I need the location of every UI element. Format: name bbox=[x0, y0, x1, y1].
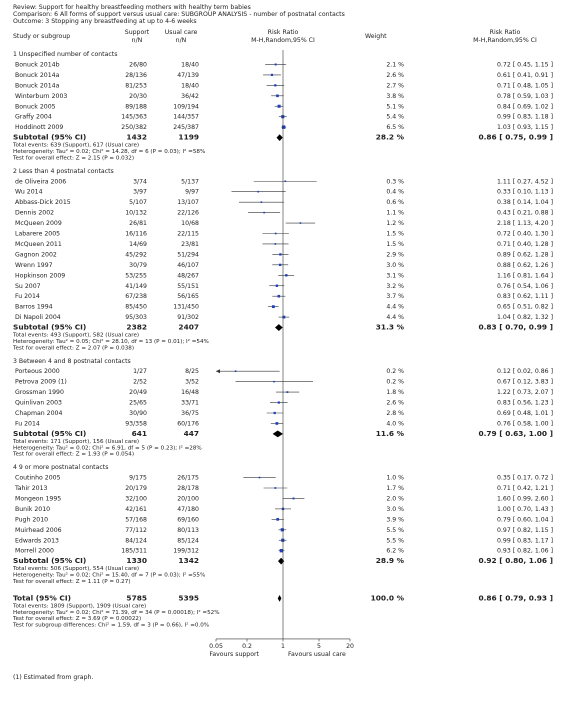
study-effect-square bbox=[257, 191, 259, 193]
study-risk-ratio-ci: 0.93 [ 0.82, 1.06 ] bbox=[497, 547, 553, 555]
study-weight: 0.3 % bbox=[386, 178, 404, 186]
study-name: Fu 2014 bbox=[15, 293, 40, 301]
study-usual-nN: 13/107 bbox=[177, 199, 199, 207]
subgroup-stat-note: Test for overall effect: Z = 2.07 (P = 0.038) bbox=[13, 345, 135, 352]
study-effect-square bbox=[274, 84, 276, 86]
subgroup-stat-note: Heterogeneity: Tau² = 0.02; Chi² = 14.28, df = 6 (P = 0.03); I² =58% bbox=[13, 149, 206, 155]
study-support-nN: 26/81 bbox=[129, 220, 147, 228]
study-risk-ratio-ci: 0.72 [ 0.40, 1.30 ] bbox=[497, 230, 553, 238]
subtotal-risk-ratio-ci: 0.92 [ 0.80, 1.06 ] bbox=[478, 556, 553, 566]
study-effect-square bbox=[235, 370, 237, 372]
subtotal-diamond bbox=[277, 134, 283, 141]
subtotal-weight: 28.9 % bbox=[375, 556, 404, 566]
study-weight: 3.0 % bbox=[386, 261, 404, 269]
study-weight: 3.8 % bbox=[386, 92, 404, 100]
study-risk-ratio-ci: 0.35 [ 0.17, 0.72 ] bbox=[497, 474, 553, 482]
study-effect-square bbox=[275, 63, 277, 65]
study-weight: 5.1 % bbox=[386, 103, 404, 111]
total-usual-n: 5395 bbox=[178, 593, 199, 603]
subtotal-support-n: 1432 bbox=[126, 132, 147, 142]
study-risk-ratio-ci: 0.84 [ 0.69, 1.02 ] bbox=[497, 103, 553, 111]
study-usual-nN: 69/160 bbox=[177, 516, 199, 524]
study-usual-nN: 28/178 bbox=[177, 485, 199, 492]
x-axis-tick-label: 5 bbox=[317, 642, 321, 650]
subtotal-support-n: 1330 bbox=[126, 556, 147, 566]
study-support-nN: 9/175 bbox=[129, 474, 147, 482]
study-usual-nN: 22/115 bbox=[177, 230, 199, 238]
study-name: Grossman 1990 bbox=[15, 389, 64, 397]
study-weight: 5.4 % bbox=[386, 113, 404, 121]
study-risk-ratio-ci: 0.88 [ 0.62, 1.26 ] bbox=[497, 261, 553, 269]
study-name: Quinlivan 2003 bbox=[15, 399, 62, 407]
study-weight: 5.5 % bbox=[386, 526, 404, 534]
study-risk-ratio-ci: 0.38 [ 0.14, 1.04 ] bbox=[497, 199, 553, 207]
column-header-support-nN: n/N bbox=[131, 37, 143, 44]
study-usual-nN: 26/175 bbox=[177, 474, 199, 482]
study-usual-nN: 33/71 bbox=[181, 399, 199, 407]
study-risk-ratio-ci: 0.71 [ 0.40, 1.28 ] bbox=[497, 240, 553, 248]
total-stat-note: Test for subgroup differences: Chi² = 1.59, df = 3 (P = 0.66), I² =0.0% bbox=[13, 622, 210, 629]
study-effect-square bbox=[272, 305, 275, 308]
column-header-support: Support bbox=[124, 29, 150, 36]
subtotal-weight: 28.2 % bbox=[375, 132, 404, 142]
study-support-nN: 95/303 bbox=[125, 314, 147, 322]
study-effect-square bbox=[293, 497, 295, 499]
study-name: Pugh 2010 bbox=[15, 516, 49, 524]
study-risk-ratio-ci: 0.72 [ 0.45, 1.15 ] bbox=[497, 61, 553, 69]
total-risk-ratio-ci: 0.86 [ 0.79, 0.93 ] bbox=[478, 593, 553, 603]
study-support-nN: 16/116 bbox=[125, 230, 147, 238]
study-support-nN: 41/149 bbox=[125, 282, 147, 290]
study-support-nN: 30/90 bbox=[129, 410, 147, 417]
study-risk-ratio-ci: 1.04 [ 0.82, 1.32 ] bbox=[497, 314, 553, 322]
study-weight: 3.9 % bbox=[386, 516, 404, 524]
x-axis-tick-label: 0.05 bbox=[209, 642, 223, 650]
study-support-nN: 85/450 bbox=[125, 303, 147, 311]
study-name: Hopkinson 2009 bbox=[15, 272, 66, 280]
study-weight: 2.1 % bbox=[386, 61, 404, 69]
study-effect-square bbox=[287, 391, 289, 393]
subgroup-stat-note: Test for overall effect: Z = 1.11 (P = 0.27) bbox=[13, 578, 131, 585]
study-weight: 4.0 % bbox=[386, 420, 404, 428]
comparison-title: Comparison: 6 All forms of support versus usual care: SUBGROUP ANALYSIS - number of postnatal contacts bbox=[13, 11, 345, 18]
subtotal-usual-n: 2407 bbox=[178, 322, 199, 332]
study-risk-ratio-ci: 0.99 [ 0.83, 1.18 ] bbox=[497, 113, 553, 121]
study-weight: 1.5 % bbox=[386, 230, 404, 238]
subtotal-usual-n: 1342 bbox=[178, 556, 199, 566]
study-risk-ratio-ci: 0.67 [ 0.12, 3.83 ] bbox=[497, 378, 553, 386]
study-support-nN: 89/188 bbox=[125, 103, 147, 111]
study-usual-nN: 47/139 bbox=[177, 71, 199, 79]
subtotal-usual-n: 1199 bbox=[178, 132, 199, 142]
study-risk-ratio-ci: 1.03 [ 0.93, 1.15 ] bbox=[497, 124, 553, 132]
study-name: Hoddinott 2009 bbox=[15, 124, 64, 132]
study-weight: 4.4 % bbox=[386, 314, 404, 322]
study-name: Abbass-Dick 2015 bbox=[15, 199, 71, 207]
study-usual-nN: 18/40 bbox=[181, 61, 199, 69]
total-label: Total (95% CI) bbox=[13, 593, 71, 603]
study-risk-ratio-ci: 0.71 [ 0.48, 1.05 ] bbox=[497, 82, 553, 90]
study-name: Petrova 2009 (1) bbox=[15, 378, 67, 386]
study-risk-ratio-ci: 0.83 [ 0.62, 1.11 ] bbox=[497, 293, 553, 301]
study-name: de Oliveira 2006 bbox=[15, 178, 67, 186]
study-effect-square bbox=[263, 212, 265, 214]
study-weight: 2.8 % bbox=[386, 410, 404, 417]
study-weight: 1.5 % bbox=[386, 240, 404, 248]
study-usual-nN: 22/126 bbox=[177, 209, 199, 217]
study-weight: 2.9 % bbox=[386, 251, 404, 259]
study-risk-ratio-ci: 0.97 [ 0.82, 1.15 ] bbox=[497, 526, 553, 534]
study-support-nN: 185/311 bbox=[121, 547, 147, 555]
study-effect-square bbox=[273, 381, 275, 383]
study-name: Bonuck 2014b bbox=[15, 61, 60, 69]
study-name: Barros 1994 bbox=[15, 303, 53, 311]
study-support-nN: 57/168 bbox=[125, 516, 147, 524]
subgroup-stat-note: Total events: 171 (Support), 156 (Usual care) bbox=[13, 438, 140, 445]
study-support-nN: 145/363 bbox=[121, 113, 147, 121]
x-axis-tick-label: 0.2 bbox=[242, 642, 252, 650]
total-stat-note: Test for overall effect: Z = 3.69 (P = 0.00022) bbox=[13, 616, 142, 623]
column-header-risk-ratio: Risk Ratio bbox=[267, 29, 299, 36]
study-weight: 2.6 % bbox=[386, 399, 404, 407]
study-usual-nN: 144/357 bbox=[173, 113, 199, 121]
study-weight: 6.2 % bbox=[386, 547, 404, 555]
study-support-nN: 5/107 bbox=[129, 199, 147, 207]
study-risk-ratio-ci: 0.76 [ 0.58, 1.00 ] bbox=[497, 420, 553, 428]
study-effect-square bbox=[280, 549, 283, 552]
subtotal-usual-n: 447 bbox=[183, 428, 199, 438]
study-effect-square bbox=[276, 518, 279, 521]
study-effect-square bbox=[278, 295, 281, 298]
study-support-nN: 20/49 bbox=[129, 389, 147, 397]
study-support-nN: 81/253 bbox=[125, 82, 147, 90]
study-weight: 0.6 % bbox=[386, 199, 404, 207]
study-usual-nN: 5/137 bbox=[181, 178, 199, 186]
subtotal-support-n: 2382 bbox=[126, 322, 147, 332]
study-risk-ratio-ci: 0.76 [ 0.54, 1.06 ] bbox=[497, 282, 553, 290]
study-support-nN: 45/292 bbox=[125, 251, 147, 259]
study-risk-ratio-ci: 0.65 [ 0.51, 0.82 ] bbox=[497, 303, 553, 311]
subtotal-diamond bbox=[275, 324, 283, 331]
study-effect-square bbox=[259, 477, 261, 479]
study-risk-ratio-ci: 1.00 [ 0.70, 1.43 ] bbox=[497, 505, 553, 513]
study-name: McQueen 2011 bbox=[15, 240, 62, 248]
study-risk-ratio-ci: 0.69 [ 0.48, 1.01 ] bbox=[497, 410, 553, 417]
study-effect-square bbox=[271, 74, 273, 76]
study-usual-nN: 109/194 bbox=[173, 103, 199, 111]
subtotal-diamond bbox=[278, 558, 284, 565]
subtotal-label: Subtotal (95% CI) bbox=[13, 132, 87, 142]
study-weight: 5.5 % bbox=[386, 537, 404, 545]
study-usual-nN: 46/107 bbox=[177, 261, 199, 269]
study-support-nN: 84/124 bbox=[125, 537, 147, 545]
study-weight: 3.0 % bbox=[386, 505, 404, 513]
study-effect-square bbox=[281, 528, 284, 531]
study-risk-ratio-ci: 0.79 [ 0.60, 1.04 ] bbox=[497, 516, 553, 524]
study-support-nN: 28/136 bbox=[125, 71, 147, 79]
study-support-nN: 1/27 bbox=[133, 368, 147, 376]
study-name: Coutinho 2005 bbox=[15, 474, 61, 482]
outcome-title: Outcome: 3 Stopping any breastfeeding at up to 4-6 weeks bbox=[13, 18, 197, 25]
study-name: Wrenn 1997 bbox=[15, 261, 53, 269]
study-support-nN: 14/69 bbox=[129, 240, 147, 248]
column-header-risk-ratio-method-2: M-H,Random,95% CI bbox=[473, 37, 537, 44]
study-support-nN: 2/52 bbox=[133, 378, 147, 386]
study-weight: 2.7 % bbox=[386, 82, 404, 90]
x-axis-tick-label: 1 bbox=[281, 642, 285, 650]
study-name: Wu 2014 bbox=[15, 188, 43, 196]
ci-clip-arrow bbox=[216, 369, 220, 373]
study-usual-nN: 9/97 bbox=[185, 188, 199, 196]
study-usual-nN: 36/75 bbox=[181, 410, 199, 417]
total-weight: 100.0 % bbox=[370, 593, 404, 603]
study-weight: 0.4 % bbox=[386, 188, 404, 196]
study-name: Tahir 2013 bbox=[15, 485, 48, 492]
subtotal-label: Subtotal (95% CI) bbox=[13, 322, 87, 332]
subgroup-stat-note: Heterogeneity: Tau² = 0.02; Chi² = 15.40, df = 7 (P = 0.03); I² =55% bbox=[13, 572, 206, 579]
study-name: Bonuck 2014a bbox=[15, 71, 60, 79]
study-usual-nN: 3/52 bbox=[185, 378, 199, 386]
study-name: McQueen 2009 bbox=[15, 220, 62, 228]
study-usual-nN: 18/40 bbox=[181, 82, 199, 90]
study-risk-ratio-ci: 0.83 [ 0.56, 1.23 ] bbox=[497, 399, 553, 407]
study-support-nN: 250/382 bbox=[121, 124, 147, 132]
study-support-nN: 10/132 bbox=[125, 209, 147, 217]
study-usual-nN: 23/81 bbox=[181, 240, 199, 248]
study-name: Dennis 2002 bbox=[15, 209, 55, 217]
study-usual-nN: 91/302 bbox=[177, 314, 199, 322]
study-risk-ratio-ci: 2.18 [ 1.13, 4.20 ] bbox=[497, 220, 553, 228]
subgroup-title: 2 Less than 4 postnatal contacts bbox=[13, 167, 114, 175]
subtotal-label: Subtotal (95% CI) bbox=[13, 428, 87, 438]
study-usual-nN: 56/165 bbox=[177, 293, 199, 301]
study-name: Porteous 2000 bbox=[15, 368, 60, 376]
study-name: Bunik 2010 bbox=[15, 505, 51, 513]
study-support-nN: 32/100 bbox=[125, 495, 147, 503]
study-support-nN: 25/65 bbox=[129, 399, 147, 407]
study-support-nN: 93/358 bbox=[125, 420, 147, 428]
review-title: Review: Support for healthy breastfeeding mothers with healthy term babies bbox=[13, 4, 251, 11]
column-header-weight: Weight bbox=[365, 33, 387, 40]
subgroup-title: 1 Unspecified number of contacts bbox=[13, 51, 118, 58]
study-weight: 6.5 % bbox=[386, 124, 404, 132]
study-usual-nN: 47/180 bbox=[177, 505, 199, 513]
subtotal-weight: 11.6 % bbox=[375, 428, 404, 438]
study-effect-square bbox=[285, 180, 287, 182]
subgroup-stat-note: Test for overall effect: Z = 1.93 (P = 0.054) bbox=[13, 451, 135, 458]
study-usual-nN: 51/294 bbox=[177, 251, 199, 259]
study-support-nN: 20/179 bbox=[125, 485, 147, 492]
study-effect-square bbox=[275, 243, 277, 245]
study-effect-square bbox=[278, 105, 281, 108]
study-weight: 2.6 % bbox=[386, 71, 404, 79]
subgroup-stat-note: Test for overall effect: Z = 2.15 (P = 0.032) bbox=[13, 155, 135, 162]
study-support-nN: 20/30 bbox=[129, 92, 147, 100]
column-header-usual-care: Usual care bbox=[164, 29, 198, 36]
footnote: (1) Estimated from graph. bbox=[13, 673, 94, 681]
study-risk-ratio-ci: 1.22 [ 0.73, 2.07 ] bbox=[497, 389, 553, 397]
study-weight: 1.0 % bbox=[386, 474, 404, 482]
study-usual-nN: 16/48 bbox=[181, 389, 199, 397]
study-risk-ratio-ci: 1.11 [ 0.27, 4.52 ] bbox=[497, 178, 553, 186]
study-effect-square bbox=[275, 233, 277, 235]
study-risk-ratio-ci: 0.33 [ 0.10, 1.13 ] bbox=[497, 188, 553, 196]
study-weight: 0.2 % bbox=[386, 378, 404, 386]
subtotal-risk-ratio-ci: 0.86 [ 0.75, 0.99 ] bbox=[478, 132, 553, 142]
study-effect-square bbox=[285, 274, 287, 276]
study-usual-nN: 55/151 bbox=[177, 282, 199, 290]
subgroup-stat-note: Total events: 493 (Support), 582 (Usual care) bbox=[13, 332, 140, 339]
total-stat-note: Total events: 1809 (Support), 1909 (Usual care) bbox=[13, 603, 147, 610]
study-name: Mongeon 1995 bbox=[15, 495, 62, 503]
study-usual-nN: 131/450 bbox=[173, 303, 199, 311]
study-risk-ratio-ci: 0.99 [ 0.83, 1.17 ] bbox=[497, 537, 553, 545]
study-weight: 1.2 % bbox=[386, 220, 404, 228]
column-header-usual-nN: n/N bbox=[175, 37, 187, 44]
total-diamond bbox=[278, 595, 282, 602]
subtotal-diamond bbox=[273, 431, 283, 438]
study-name: Bonuck 2014a bbox=[15, 82, 60, 90]
study-support-nN: 26/80 bbox=[129, 61, 147, 69]
study-name: Gagnon 2002 bbox=[15, 251, 57, 259]
study-risk-ratio-ci: 0.78 [ 0.59, 1.03 ] bbox=[497, 92, 553, 100]
study-usual-nN: 199/312 bbox=[173, 547, 199, 555]
total-stat-note: Heterogeneity: Tau² = 0.02; Chi² = 71.39, df = 34 (P = 0.00018); I² =52% bbox=[13, 609, 220, 616]
study-name: Chapman 2004 bbox=[15, 410, 63, 417]
study-effect-square bbox=[274, 487, 276, 489]
study-risk-ratio-ci: 0.12 [ 0.02, 0.86 ] bbox=[497, 368, 553, 376]
study-risk-ratio-ci: 0.61 [ 0.41, 0.91 ] bbox=[497, 71, 553, 79]
favours-right-label: Favours usual care bbox=[288, 650, 346, 658]
study-effect-square bbox=[276, 422, 279, 425]
subtotal-support-n: 641 bbox=[131, 428, 147, 438]
subgroup-stat-note: Total events: 639 (Support), 617 (Usual care) bbox=[13, 142, 140, 149]
study-risk-ratio-ci: 1.16 [ 0.81, 1.64 ] bbox=[497, 272, 553, 280]
study-support-nN: 67/238 bbox=[125, 293, 147, 301]
study-usual-nN: 245/387 bbox=[173, 124, 199, 132]
study-effect-square bbox=[282, 125, 285, 128]
subtotal-label: Subtotal (95% CI) bbox=[13, 556, 87, 566]
subtotal-risk-ratio-ci: 0.79 [ 0.63, 1.00 ] bbox=[478, 428, 553, 438]
study-weight: 3.7 % bbox=[386, 293, 404, 301]
study-usual-nN: 10/68 bbox=[181, 220, 199, 228]
study-name: Labarere 2005 bbox=[15, 230, 61, 238]
study-name: Graffy 2004 bbox=[15, 113, 52, 121]
column-header-risk-ratio-2: Risk Ratio bbox=[489, 29, 521, 36]
study-name: Bonuck 2005 bbox=[15, 103, 56, 111]
study-name: Morrell 2000 bbox=[15, 547, 54, 555]
study-name: Winterburn 2003 bbox=[15, 92, 68, 100]
study-usual-nN: 36/42 bbox=[181, 92, 199, 100]
study-effect-square bbox=[261, 201, 263, 203]
study-support-nN: 42/161 bbox=[125, 505, 147, 513]
study-weight: 2.0 % bbox=[386, 495, 404, 503]
favours-left-label: Favours support bbox=[209, 650, 259, 658]
study-weight: 3.2 % bbox=[386, 282, 404, 290]
study-name: Muirhead 2006 bbox=[15, 526, 62, 534]
study-name: Di Napoli 2004 bbox=[15, 314, 61, 322]
study-weight: 0.2 % bbox=[386, 368, 404, 376]
study-name: Fu 2014 bbox=[15, 420, 40, 428]
study-name: Su 2007 bbox=[15, 282, 41, 290]
study-weight: 3.1 % bbox=[386, 272, 404, 280]
subgroup-stat-note: Total events: 506 (Support), 554 (Usual care) bbox=[13, 566, 140, 573]
subtotal-risk-ratio-ci: 0.83 [ 0.70, 0.99 ] bbox=[478, 322, 553, 332]
subgroup-title: 4 9 or more postnatal contacts bbox=[13, 464, 109, 472]
study-support-nN: 3/74 bbox=[133, 178, 147, 186]
study-weight: 1.8 % bbox=[386, 389, 404, 397]
study-usual-nN: 8/25 bbox=[185, 368, 199, 376]
study-effect-square bbox=[300, 222, 302, 224]
x-axis-tick-label: 20 bbox=[346, 642, 354, 650]
column-header-study: Study or subgroup bbox=[13, 33, 71, 40]
study-effect-square bbox=[276, 285, 278, 287]
study-effect-square bbox=[274, 412, 276, 414]
study-effect-square bbox=[279, 253, 281, 255]
study-usual-nN: 80/113 bbox=[177, 526, 199, 534]
study-effect-square bbox=[279, 264, 281, 266]
study-effect-square bbox=[278, 401, 280, 403]
study-usual-nN: 60/176 bbox=[177, 420, 199, 428]
study-weight: 1.7 % bbox=[386, 485, 404, 492]
subgroup-stat-note: Heterogeneity: Tau² = 0.05; Chi² = 28.10, df = 13 (P = 0.01); I² =54% bbox=[13, 338, 209, 345]
study-risk-ratio-ci: 1.60 [ 0.99, 2.60 ] bbox=[497, 495, 553, 503]
study-effect-square bbox=[276, 94, 279, 97]
study-usual-nN: 20/100 bbox=[177, 495, 199, 503]
study-risk-ratio-ci: 0.89 [ 0.62, 1.28 ] bbox=[497, 251, 553, 259]
study-usual-nN: 85/124 bbox=[177, 537, 199, 545]
study-weight: 4.4 % bbox=[386, 303, 404, 311]
study-risk-ratio-ci: 0.71 [ 0.42, 1.21 ] bbox=[497, 485, 553, 492]
subgroup-stat-note: Heterogeneity: Tau² = 0.02; Chi² = 6.91, df = 5 (P = 0.23); I² =28% bbox=[13, 445, 202, 452]
study-support-nN: 77/112 bbox=[125, 526, 147, 534]
study-support-nN: 53/255 bbox=[125, 272, 147, 280]
column-header-risk-ratio-method: M-H,Random,95% CI bbox=[251, 37, 315, 44]
study-name: Edwards 2013 bbox=[15, 537, 59, 545]
subtotal-weight: 31.3 % bbox=[375, 322, 404, 332]
study-support-nN: 30/79 bbox=[129, 261, 147, 269]
study-risk-ratio-ci: 0.43 [ 0.21, 0.88 ] bbox=[497, 209, 553, 217]
study-weight: 1.1 % bbox=[386, 209, 404, 217]
study-support-nN: 3/97 bbox=[133, 188, 147, 196]
study-usual-nN: 48/267 bbox=[177, 272, 199, 280]
subgroup-title: 3 Between 4 and 8 postnatal contacts bbox=[13, 357, 131, 365]
total-support-n: 5785 bbox=[126, 593, 147, 603]
